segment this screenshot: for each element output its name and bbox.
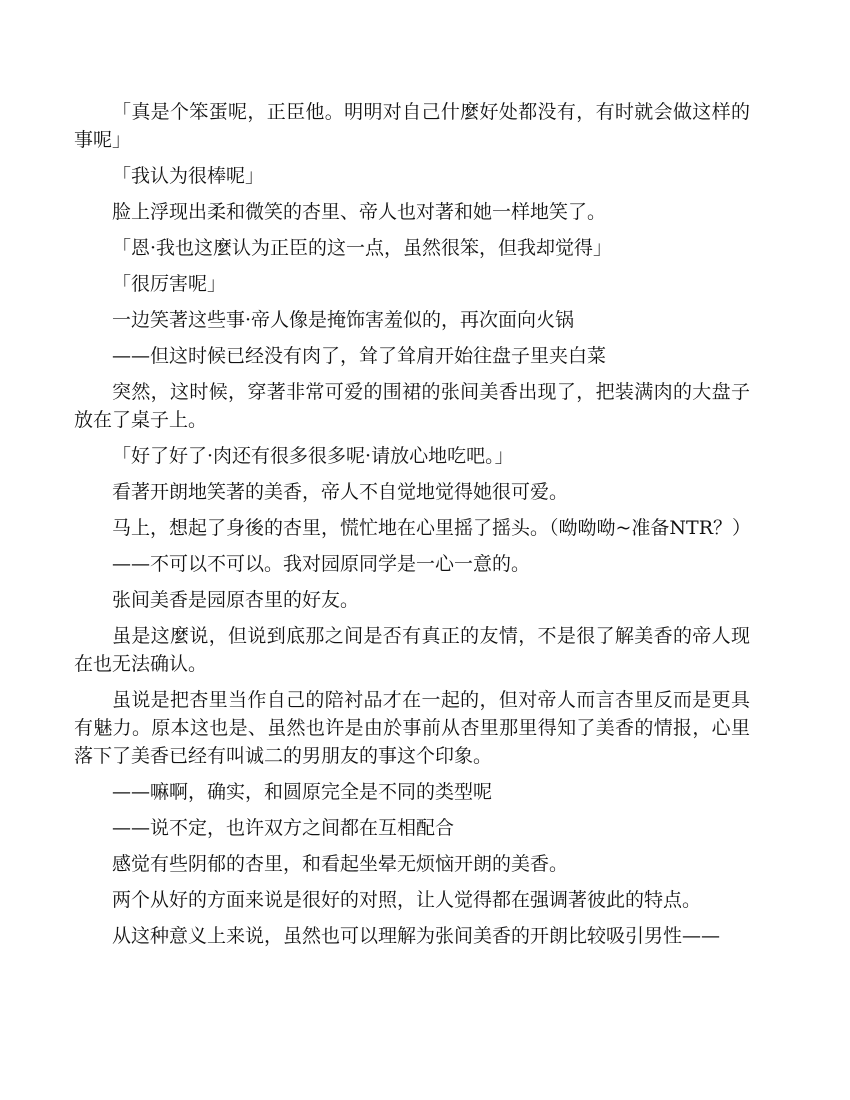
paragraph: 「我认为很棒呢」 — [112, 165, 265, 187]
paragraph: 马上，想起了身後的杏里，慌忙地在心里摇了摇头。（呦呦呦~准备NTR？） — [112, 517, 752, 539]
paragraph: 「真是个笨蛋呢，正臣他。明明对自己什麼好处都没有，有时就会做这样的事呢」 — [74, 101, 750, 151]
paragraph: 突然，这时候，穿著非常可爱的围裙的张间美香出现了，把装满肉的大盘子放在了桌子上。 — [74, 381, 750, 431]
paragraph: ——说不定，也许双方之间都在互相配合 — [112, 817, 455, 839]
paragraph: 「很厉害呢」 — [112, 273, 227, 295]
paragraph: 两个从好的方面来说是很好的对照，让人觉得都在强调著彼此的特点。 — [112, 889, 702, 911]
paragraph: 虽是这麼说，但说到底那之间是否有真正的友情，不是很了解美香的帝人现在也无法确认。 — [74, 625, 750, 675]
paragraph: ——不可以不可以。我对园原同学是一心一意的。 — [112, 553, 531, 575]
paragraph: ——但这时候已经没有肉了，耸了耸肩开始往盘子里夹白菜 — [112, 345, 607, 367]
paragraph: 张间美香是园原杏里的好友。 — [112, 589, 360, 611]
paragraph: 「好了好了·肉还有很多很多呢·请放心地吃吧。」 — [112, 445, 514, 467]
paragraph: 虽说是把杏里当作自己的陪衬品才在一起的，但对帝人而言杏里反而是更具有魅力。原本这也是、虽然也许是由於事前从杏里那里得知了美香的情报，心里落下了美香已经有叫诚二的男朋友的事这个印象。 — [74, 689, 750, 767]
paragraph: 「恩·我也这麼认为正臣的这一点，虽然很笨，但我却觉得」 — [112, 237, 613, 259]
paragraph: 感觉有些阴郁的杏里，和看起坐晕无烦恼开朗的美香。 — [112, 853, 569, 875]
paragraph: 看著开朗地笑著的美香，帝人不自觉地觉得她很可爱。 — [112, 481, 569, 503]
paragraph: ——嘛啊，确实，和圆原完全是不同的类型呢 — [112, 781, 493, 803]
paragraph: 一边笑著这些事·帝人像是掩饰害羞似的，再次面向火锅 — [112, 309, 575, 331]
paragraph: 脸上浮现出柔和微笑的杏里、帝人也对著和她一样地笑了。 — [112, 201, 607, 223]
paragraph: 从这种意义上来说，虽然也可以理解为张间美香的开朗比较吸引男性—— — [112, 925, 721, 947]
body-text — [74, 98, 750, 958]
